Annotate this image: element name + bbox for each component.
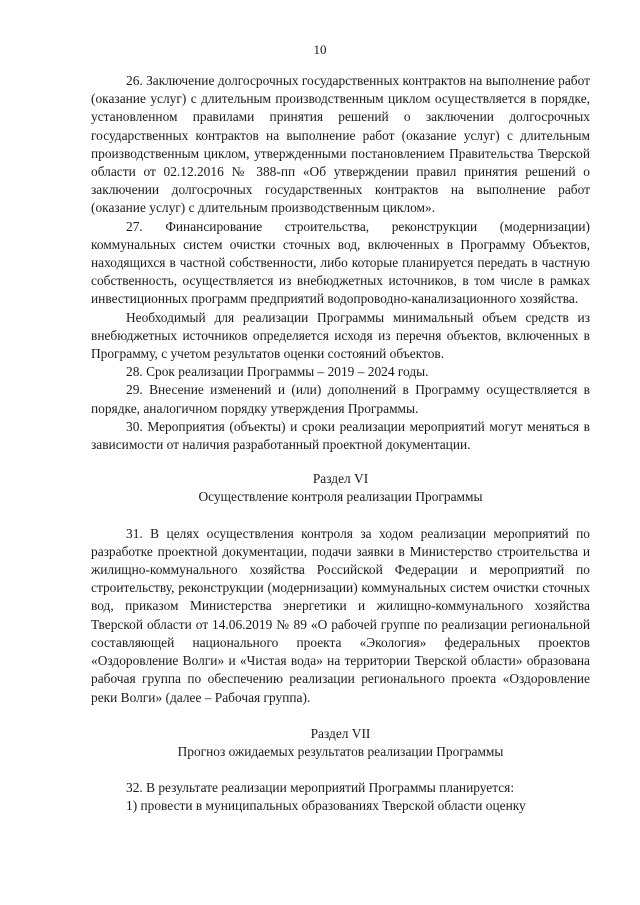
paragraph-26: 26. Заключение долгосрочных государственных контрактов на выполнение работ (оказание услуг) с длительным производственным циклом осуществляется в порядке, установленном правилами принятия решений о заключении долгосрочных государственных контрактов на выполнение работ (оказание услуг) с длительным производственным циклом, утвержденными постановлением Правительства Тверской области от 02.12.2016 № 388-пп «Об утверждении правил принятия решений о заключении долгосрочных государственных контрактов на выполнение работ (оказание услуг) с длительным производственным циклом». — [91, 73, 590, 216]
document-body — [91, 72, 590, 816]
paragraph-28: 28. Срок реализации Программы – 2019 – 2024 годы. — [126, 364, 429, 380]
paragraph-30: 30. Мероприятия (объекты) и сроки реализации мероприятий могут меняться в зависимости от наличия разработанный проектной документации. — [91, 418, 590, 453]
section-7-number: Раздел VII — [310, 725, 371, 741]
paragraph-29: 29. Внесение изменений и (или) дополнений в Программу осуществляется в порядке, аналогичном порядку утверждения Программы. — [91, 382, 590, 416]
paragraph-32-item-1: 1) провести в муниципальных образованиях Тверской области оценку — [126, 798, 526, 814]
paragraph-27: 27. Финансирование строительства, реконструкции (модернизации) коммунальных систем очистки сточных вод, включенных в Программу Объектов, находящихся в частной собственности, либо которые планируется передать в частную собственность, осуществляется из внебюджетных источников, в том числе в рамках инвестиционных программ предприятий водопроводно-канализационного хозяйства. — [91, 218, 590, 307]
paragraph-funding-minimum: Необходимый для реализации Программы минимальный объем средств из внебюджетных источников определяется исходя из перечня объектов, включенных в Программу, с учетом результатов оценки состояний объектов. — [91, 309, 590, 362]
section-6-title: Осуществление контроля реализации Программы — [198, 489, 483, 505]
section-6-number: Раздел VI — [312, 471, 369, 487]
page-number: 10 — [313, 42, 327, 57]
paragraph-32: 32. В результате реализации мероприятий Программы планируется: — [126, 780, 515, 796]
section-7-title: Прогноз ожидаемых результатов реализации Программы — [177, 743, 504, 759]
paragraph-31: 31. В целях осуществления контроля за ходом реализации мероприятий по разработке проектной документации, подачи заявки в Министерство строительства и жилищно-коммунального хозяйства Российской Федерации и мероприятий по строительству, реконструкции (модернизации) коммунальных систем очистки сточных вод, приказом Министерства энергетики и жилищно-коммунального хозяйства Тверской области от 14.06.2019 № 89 «О рабочей группе по реализации региональной составляющей национального проекта «Экология» федеральных проектов «Оздоровление Волги» и «Чистая вода» на территории Тверской области» образована рабочая группа по обеспечению реализации регионального проекта «Оздоровление реки Волги» (далее – Рабочая группа). — [91, 525, 590, 705]
